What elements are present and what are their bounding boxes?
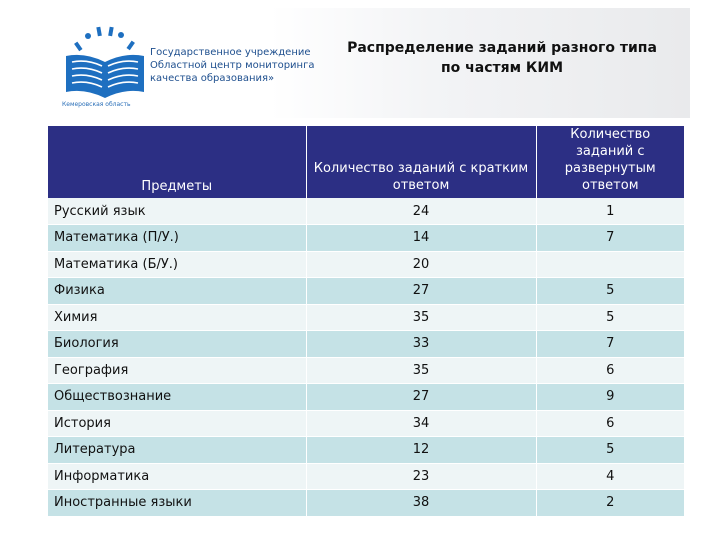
subject-cell: География xyxy=(48,357,306,384)
region-label: Кемеровская область xyxy=(62,101,131,108)
subject-cell: Математика (П/У.) xyxy=(48,225,306,252)
table-row xyxy=(48,437,684,464)
short-count-cell: 14 xyxy=(306,225,536,252)
table-row xyxy=(48,384,684,411)
header-long-answer: Количество заданий с развернутым ответом xyxy=(536,126,684,198)
table-row xyxy=(48,304,684,331)
subject-cell: Обществознание xyxy=(48,384,306,411)
table-row xyxy=(48,490,684,517)
subject-cell: Информатика xyxy=(48,463,306,490)
long-count-cell: 5 xyxy=(536,437,684,464)
table-row xyxy=(48,225,684,252)
table-row xyxy=(48,198,684,225)
subject-cell: Биология xyxy=(48,331,306,358)
subject-cell: Химия xyxy=(48,304,306,331)
long-count-cell: 1 xyxy=(536,198,684,225)
short-count-cell: 34 xyxy=(306,410,536,437)
long-count-cell: 4 xyxy=(536,463,684,490)
table-row xyxy=(48,357,684,384)
org-line-2: Областной центр мониторинга xyxy=(150,60,315,71)
header-short-answer: Количество заданий с кратким ответом xyxy=(306,126,536,198)
subject-cell: Литература xyxy=(48,437,306,464)
long-count-cell: 5 xyxy=(536,278,684,305)
long-count-cell: 7 xyxy=(536,331,684,358)
title-line-2: по частям КИМ xyxy=(440,60,564,76)
table-row xyxy=(48,463,684,490)
subject-cell: Физика xyxy=(48,278,306,305)
table-row xyxy=(48,410,684,437)
long-count-cell: 2 xyxy=(536,490,684,517)
title-line-1: Распределение заданий разного типа xyxy=(347,40,657,56)
long-count-cell: 7 xyxy=(536,225,684,252)
short-count-cell: 35 xyxy=(306,357,536,384)
table-row xyxy=(48,278,684,305)
short-count-cell: 20 xyxy=(306,251,536,278)
long-count-cell: 6 xyxy=(536,357,684,384)
long-count-cell: 5 xyxy=(536,304,684,331)
short-count-cell: 12 xyxy=(306,437,536,464)
org-line-1: Государственное учреждение xyxy=(150,47,311,58)
tasks-table xyxy=(48,126,684,517)
header-subjects: Предметы xyxy=(48,126,306,198)
table-row xyxy=(48,251,684,278)
organization-name xyxy=(150,46,320,85)
long-count-cell: 6 xyxy=(536,410,684,437)
long-count-cell xyxy=(536,251,684,278)
org-line-3: качества образования» xyxy=(150,73,275,84)
short-count-cell: 35 xyxy=(306,304,536,331)
short-count-cell: 27 xyxy=(306,384,536,411)
short-count-cell: 33 xyxy=(306,331,536,358)
subject-cell: Математика (Б/У.) xyxy=(48,251,306,278)
subject-cell: Иностранные языки xyxy=(48,490,306,517)
short-count-cell: 23 xyxy=(306,463,536,490)
short-count-cell: 24 xyxy=(306,198,536,225)
table-row xyxy=(48,331,684,358)
short-count-cell: 27 xyxy=(306,278,536,305)
slide-title xyxy=(322,38,682,78)
short-count-cell: 38 xyxy=(306,490,536,517)
subject-cell: Русский язык xyxy=(48,198,306,225)
long-count-cell: 9 xyxy=(536,384,684,411)
table-header-row xyxy=(48,126,684,198)
subject-cell: История xyxy=(48,410,306,437)
